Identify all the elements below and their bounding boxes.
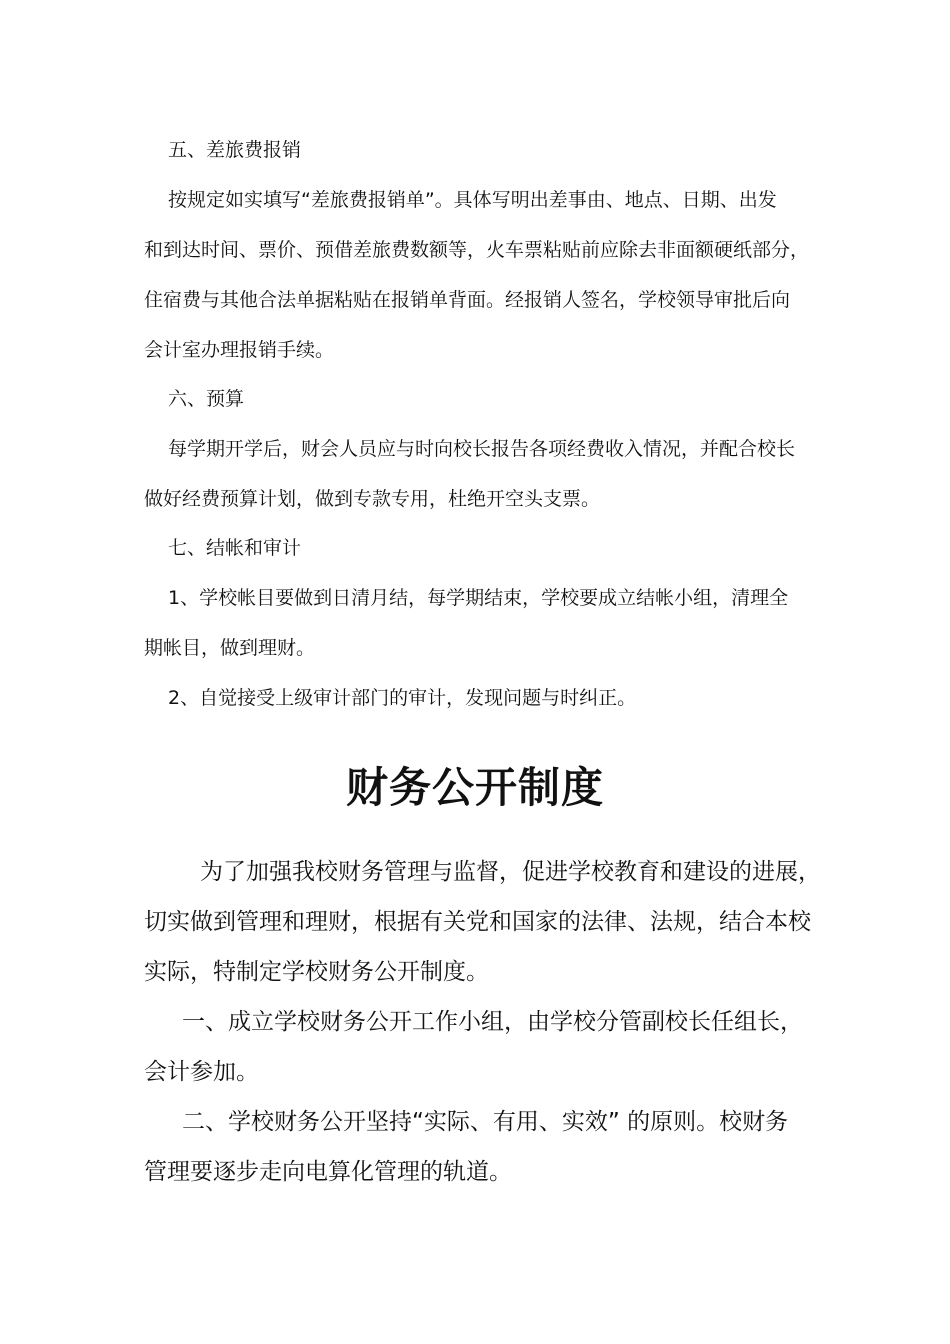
paragraph-line: 1、学校帐目要做到日清月结，每学期结束，学校要成立结帐小组，清理全 bbox=[168, 587, 789, 609]
section-heading-budget: 六、预算 bbox=[168, 388, 245, 410]
paragraph-line: 按规定如实填写“差旅费报销单”。具体写明出差事由、地点、日期、出发 bbox=[168, 189, 777, 211]
paragraph-line: 和到达时间、票价、预借差旅费数额等，火车票粘贴前应除去非面额硬纸部分， bbox=[144, 239, 810, 261]
paragraph-line: 做好经费预算计划，做到专款专用，杜绝开空头支票。 bbox=[144, 488, 601, 510]
paragraph-line: 实际，特制定学校财务公开制度。 bbox=[144, 959, 489, 985]
paragraph-line: 每学期开学后，财会人员应与时向校长报告各项经费收入情况，并配合校长 bbox=[168, 438, 796, 460]
paragraph-line: 期帐目，做到理财。 bbox=[144, 637, 316, 659]
paragraph-line: 管理要逐步走向电算化管理的轨道。 bbox=[144, 1159, 512, 1185]
paragraph-line: 2、自觉接受上级审计部门的审计，发现问题与时纠正。 bbox=[168, 687, 637, 709]
paragraph-line: 会计室办理报销手续。 bbox=[144, 339, 335, 361]
paragraph-line: 会计参加。 bbox=[144, 1059, 259, 1085]
paragraph-line: 二、学校财务公开坚持“实际、有用、实效” 的原则。校财务 bbox=[182, 1109, 789, 1135]
section-heading-closing-audit: 七、结帐和审计 bbox=[168, 537, 302, 559]
paragraph-line: 切实做到管理和理财，根据有关党和国家的法律、法规，结合本校 bbox=[144, 909, 811, 935]
document-title: 财务公开制度 bbox=[345, 763, 604, 812]
paragraph-line: 住宿费与其他合法单据粘贴在报销单背面。经报销人签名，学校领导审批后向 bbox=[144, 289, 791, 311]
paragraph-line: 为了加强我校财务管理与监督，促进学校教育和建设的进展， bbox=[200, 859, 821, 885]
section-heading-travel-expenses: 五、差旅费报销 bbox=[168, 139, 302, 161]
paragraph-line: 一、成立学校财务公开工作小组，由学校分管副校长任组长， bbox=[182, 1009, 803, 1035]
